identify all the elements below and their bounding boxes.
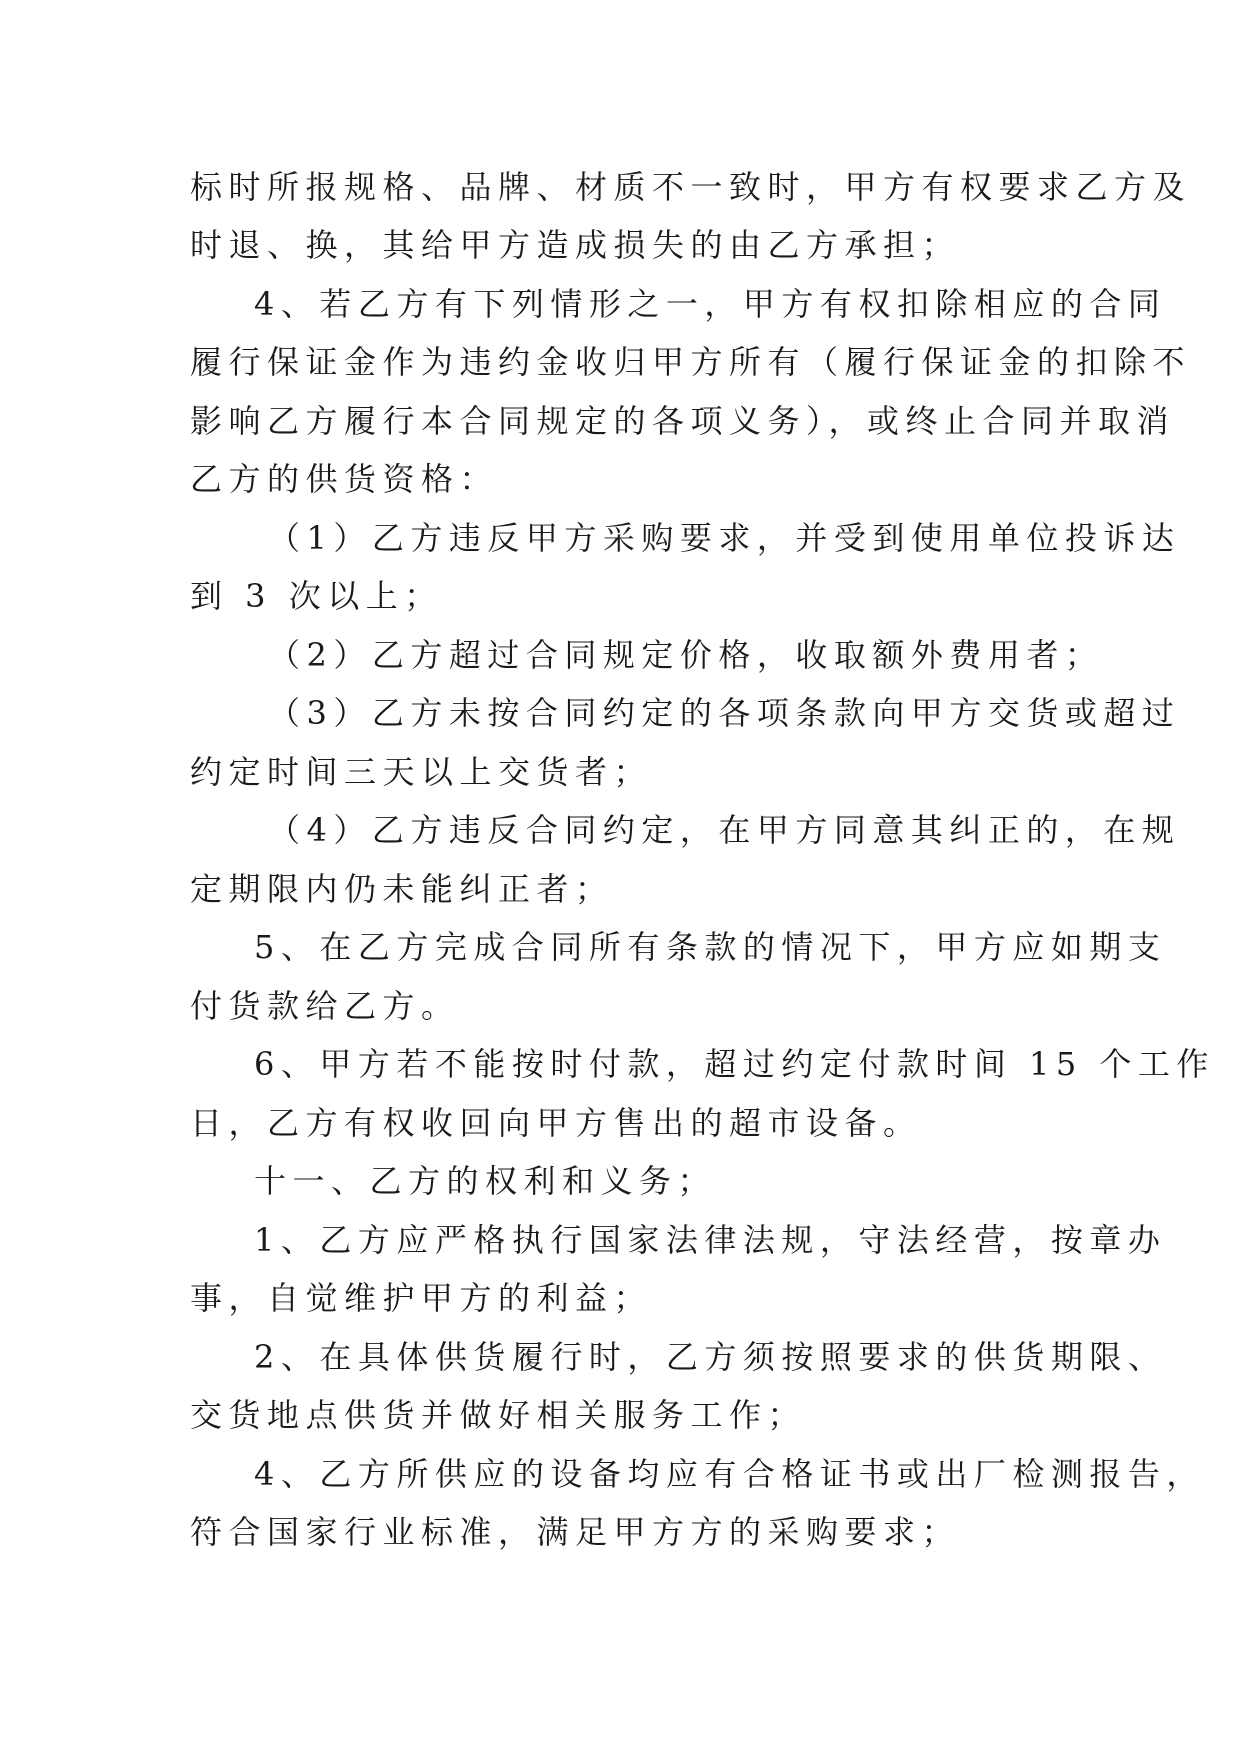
text-line: 日，乙方有权收回向甲方售出的超市设备。 (190, 1104, 922, 1142)
text-line: 交货地点供货并做好相关服务工作； (190, 1396, 807, 1434)
text-line: 约定时间三天以上交货者； (190, 753, 653, 791)
text-line: （3）乙方未按合同约定的各项条款向甲方交货或超过 (268, 694, 1181, 732)
text-line: 符合国家行业标准，满足甲方方的采购要求； (190, 1513, 961, 1551)
text-line: 标时所报规格、品牌、材质不一致时，甲方有权要求乙方及 (190, 168, 1192, 206)
text-line: （1）乙方违反甲方采购要求，并受到使用单位投诉达 (268, 519, 1181, 557)
text-line: 1、乙方应严格执行国家法律法规，守法经营，按章办 (254, 1221, 1167, 1259)
text-line: 乙方的供货资格： (190, 460, 499, 498)
text-line: 4、若乙方有下列情形之一，甲方有权扣除相应的合同 (254, 285, 1167, 323)
text-line: 到 3 次以上； (190, 577, 443, 615)
text-line: （2）乙方超过合同规定价格，收取额外费用者； (268, 636, 1104, 674)
text-line: 2、在具体供货履行时，乙方须按照要求的供货期限、 (254, 1338, 1167, 1376)
text-line: 事，自觉维护甲方的利益； (190, 1279, 653, 1317)
section-heading: 十一、乙方的权利和义务； (254, 1162, 717, 1200)
text-line: 5、在乙方完成合同所有条款的情况下，甲方应如期支 (254, 928, 1167, 966)
text-line: 定期限内仍未能纠正者； (190, 870, 614, 908)
text-line: 6、甲方若不能按时付款，超过约定付款时间 15 个工作 (254, 1045, 1215, 1083)
text-line: 时退、换，其给甲方造成损失的由乙方承担； (190, 226, 961, 264)
text-line: 付货款给乙方。 (190, 987, 460, 1025)
text-line: 履行保证金作为违约金收归甲方所有（履行保证金的扣除不 (190, 343, 1192, 381)
text-line: 影响乙方履行本合同规定的各项义务），或终止合同并取消 (190, 402, 1176, 440)
text-line: （4）乙方违反合同约定，在甲方同意其纠正的，在规 (268, 811, 1181, 849)
text-line: 4、乙方所供应的设备均应有合格证书或出厂检测报告， (254, 1455, 1205, 1493)
